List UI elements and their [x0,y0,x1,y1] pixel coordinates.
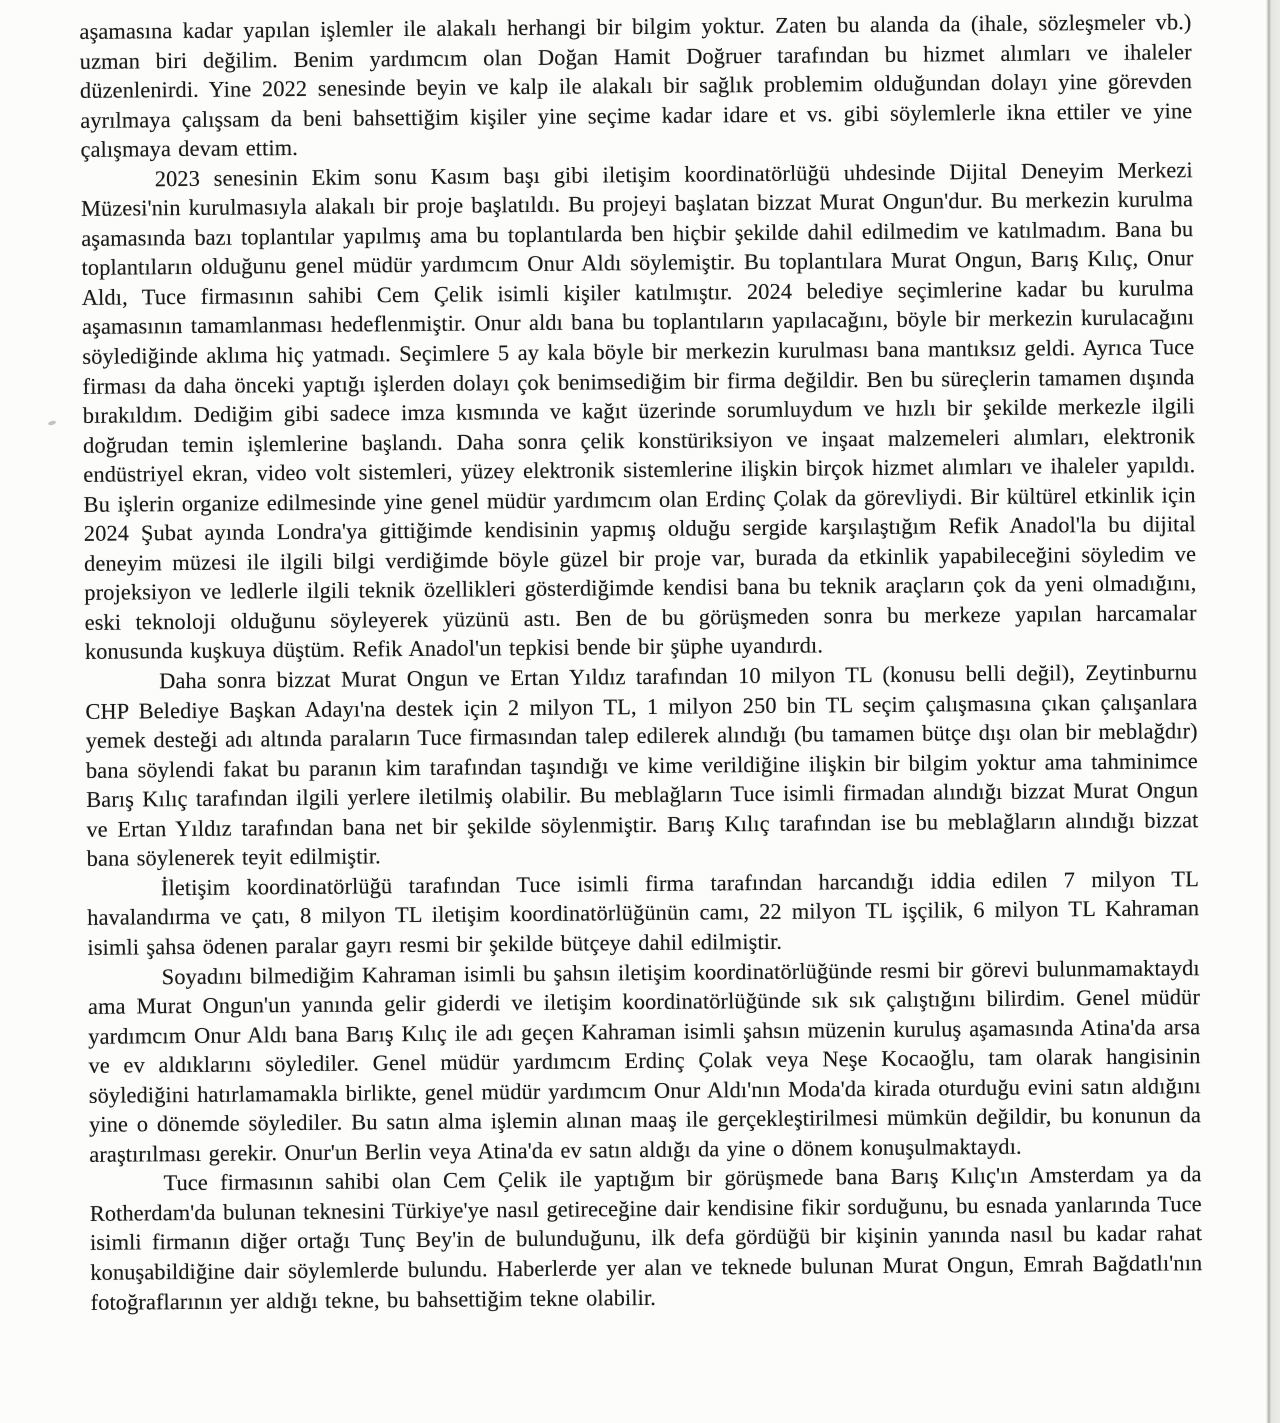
document-text-block [79,7,1202,1317]
scan-page-edge [1266,0,1280,1423]
scan-speck [48,420,57,426]
paragraph-cem-celik-boat: Tuce firmasının sahibi olan Cem Çelik ile yaptığım bir görüşmede bana Barış Kılıç'ın Amsterdam ya da Rotherdam'da bulunan teknesini Türkiye'ye nasıl getireceğine dair kendisine fikir sorduğunu, bu esnada yanlarında Tuce isimli firmanın diğer ortağı Tunç Bey'in de bulunduğunu, ilk defa gördüğü bir kişinin yanında nasıl bu kadar rahat konuşabildiğine dair söylemlerde bulundu. Haberlerde yer alan ve teknede bulunan Murat Ongun, Emrah Bağdatlı'nın fotoğraflarının yer aldığı tekne, bu bahsettiğim tekne olabilir. [89,1161,1203,1315]
paragraph-off-budget-expenses: İletişim koordinatörlüğü tarafından Tuce isimli firma tarafından harcandığı iddia edilen 7 milyon TL havalandırma ve çatı, 8 milyon TL iletişim koordinatörlüğünün camı, 22 milyon TL işçilik, 6 milyon TL Kahraman isimli şahsa ödenen paralar gayrı resmi bir şekilde bütçeye dahil edilmiştir. [87,865,1200,960]
paragraph-kahraman-properties: Soyadını bilmediğim Kahraman isimli bu şahsın iletişim koordinatörlüğünde resmi bir görevi bulunmamaktaydı ama Murat Ongun'un yanında gelir giderdi ve iletişim koordinatörlüğünde sık sık çalıştığını bilirdim. Genel müdür yardımcım Onur Aldı bana Barış Kılıç ile adı geçen Kahraman isimli şahsın müzenin kuruluş aşamasında Atina'da arsa ve ev aldıklarını söylediler. Genel müdür yardımcım Erdinç Çolak veya Neşe Kocaoğlu, tam olarak hangisinin söylediğini hatırlamamakla birlikte, genel müdür yardımcım Onur Aldı'nın Moda'da kirada oturduğu evini satın aldığını yine o dönemde söylediler. Bu satın alma işlemin alınan maaş ile gerçekleştirilmesi mümkün değildir, bu konunun da araştırılması gerekir. Onur'un Berlin veya Atina'da ev satın aldığı da yine o dönem konuşulmaktaydı. [87,954,1202,1167]
paragraph-continuation: aşamasına kadar yapılan işlemler ile alakalı herhangi bir bilgim yoktur. Zaten bu alanda da (ihale, sözleşmeler vb.) uzman biri değilim. Benim yardımcım olan Doğan Hamit Doğruer tarafından bu hizmet alımları ve ihaleler düzenlenirdi. Yine 2022 senesinde beyin ve kalp ile alakalı bir sağlık problemim olduğundan dolayı yine görevden ayrılmaya çalışsam da beni bahsettiğim kişiler yine seçime kadar idare et vs. gibi söylemlerle ikna ettiler ve yine çalışmaya devam ettim. [79,9,1193,163]
paragraph-money-transfers: Daha sonra bizzat Murat Ongun ve Ertan Yıldız tarafından 10 milyon TL (konusu belli değil), Zeytinburnu CHP Belediye Başkan Adayı'na destek için 2 milyon TL, 1 milyon 250 bin TL seçim çalışmasına çıkan çalışanlara yemek desteği adı altında paraların Tuce firmasından talep edilerek alındığı (bu tamamen bütçe dışı olan bir meblağdır) bana söylendi fakat bu paranın kim tarafından taşındığı ve kime verildiğine ilişkin bir bilgim yoktur ama tahminimce Barış Kılıç tarafından ilgili yerlere iletilmiş olabilir. Bu meblağların Tuce isimli firmadan alındığı bizzat Murat Ongun ve Ertan Yıldız tarafından bana net bir şekilde söylenmiştir. Barış Kılıç tarafından ise bu meblağların alındığı bizzat bana söylenerek teyit edilmiştir. [85,659,1199,872]
paragraph-digital-experience-center: 2023 senesinin Ekim sonu Kasım başı gibi iletişim koordinatörlüğü uhdesinde Dijital Deneyim Merkezi Müzesi'nin kurulmasıyla alakalı bir proje başlatıldı. Bu projeyi başlatan bizzat Murat Ongun'dur. Bu merkezin kurulma aşamasında bazı toplantılar yapılmış ama bu toplantılarda ben hiçbir şekilde dahil edilmedim ve katılmadım. Bana bu toplantıların olduğunu genel müdür yardımcım Onur Aldı söylemiştir. Bu toplantılara Murat Ongun, Barış Kılıç, Onur Aldı, Tuce firmasının sahibi Cem Çelik isimli kişiler katılmıştır. 2024 belediye seçimlerine kadar bu kurulma aşamasının tamamlanması hedeflenmiştir. Onur aldı bana bu toplantıların yapılacağını, böyle bir merkezin kurulacağını söylediğinde aklıma hiç yatmadı. Seçimlere 5 ay kala böyle bir merkezin kurulması bana mantıksız geldi. Ayrıca Tuce firması da daha önceki yaptığı işlerden dolayı çok benimsediğim bir firma değildir. Ben bu süreçlerin tamamen dışında bırakıldım. Dediğim gibi sadece imza kısmında ve kağıt üzerinde sorumluydum ve hızlı bir şekilde merkezle ilgili doğrudan temin işlemlerine başlandı. Daha sonra çelik konstüriksiyon ve inşaat malzemeleri alımları, elektronik endüstriyel ekran, video volt sistemleri, yüzey elektronik sistemlerine ilişkin birçok hizmet alımları ve ihaleler yapıldı. Bu işlerin organize edilmesinde yine genel müdür yardımcım olan Erdinç Çolak da görevliydi. Bir kültürel etkinlik için 2024 Şubat ayında Londra'ya gittiğimde kendisinin yapmış olduğu sergide karşılaştığım Refik Anadol'la bu dijital deneyim müzesi ile ilgili bilgi verdiğimde böyle güzel bir proje var, burada da etkinlik yapabileceğini söyledim ve projeksiyon ve ledlerle ilgili teknik özellikleri gösterdiğimde kendisi bana bu teknik araçların çok da yeni olmadığını, eski teknoloji olduğunu söyleyerek yüzünü astı. Ben de bu görüşmeden sonra bu merkeze yapılan harcamalar konusunda kuşkuya düştüm. Refik Anadol'un tepkisi bende bir şüphe uyandırdı. [80,156,1197,665]
